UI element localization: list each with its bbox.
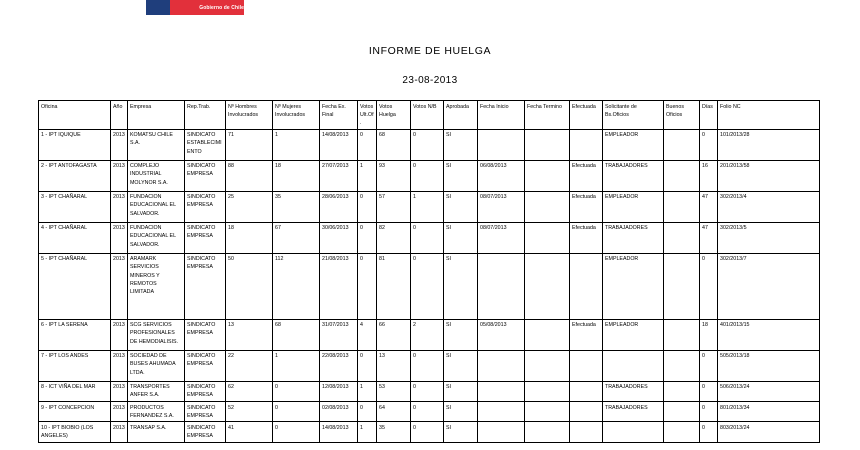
- table-cell: SI: [444, 253, 478, 319]
- table-cell: [570, 381, 603, 401]
- table-cell: 28/06/2013: [320, 191, 358, 222]
- table-cell: PRODUCTOS FERNANDEZ S.A.: [128, 402, 185, 422]
- table-cell: 2: [411, 319, 444, 350]
- table-cell: 82: [377, 222, 411, 253]
- column-header: Días: [700, 101, 718, 130]
- table-cell: 1: [273, 350, 320, 381]
- table-cell: 68: [273, 319, 320, 350]
- table-cell: [525, 350, 570, 381]
- table-cell: 0: [358, 129, 377, 160]
- column-header: Nº Mujeres Involucrados: [273, 101, 320, 130]
- table-cell: 112: [273, 253, 320, 319]
- table-cell: 0: [411, 253, 444, 319]
- table-row: [39, 191, 820, 222]
- table-cell: 08/07/2013: [478, 191, 525, 222]
- table-cell: 2013: [111, 350, 128, 381]
- table-cell: 35: [273, 191, 320, 222]
- logo-text: Gobierno de Chile: [199, 5, 244, 11]
- table-cell: 4 - IPT CHAÑARAL: [39, 222, 111, 253]
- table-cell: TRABAJADORES: [603, 160, 664, 191]
- table-cell: [478, 402, 525, 422]
- column-header: Buenos Oficios: [664, 101, 700, 130]
- table-cell: 1: [358, 381, 377, 401]
- table-row: [39, 319, 820, 350]
- table-cell: SINDICATO ESTABLECIMIENTO: [185, 129, 226, 160]
- table-cell: SI: [444, 402, 478, 422]
- table-cell: 506/2013/24: [718, 381, 820, 401]
- table-cell: 1 - IPT IQUIQUE: [39, 129, 111, 160]
- table-cell: SINDICATO EMPRESA: [185, 253, 226, 319]
- table-cell: [525, 319, 570, 350]
- table-cell: 06/08/2013: [478, 160, 525, 191]
- table-cell: 2013: [111, 402, 128, 422]
- table-cell: 0: [358, 222, 377, 253]
- table-cell: [570, 422, 603, 442]
- table-cell: 0: [700, 350, 718, 381]
- table-cell: 22: [226, 350, 273, 381]
- table-cell: 0: [700, 422, 718, 442]
- table-cell: [664, 222, 700, 253]
- table-cell: SINDICATO EMPRESA: [185, 402, 226, 422]
- table-cell: 88: [226, 160, 273, 191]
- table-cell: EMPLEADOR: [603, 253, 664, 319]
- table-cell: [603, 422, 664, 442]
- table-cell: 0: [700, 402, 718, 422]
- table-cell: 13: [377, 350, 411, 381]
- table-cell: EMPLEADOR: [603, 191, 664, 222]
- table-cell: TRABAJADORES: [603, 402, 664, 422]
- table-row: [39, 422, 820, 442]
- report-title: INFORME DE HUELGA: [368, 45, 492, 57]
- table-cell: 0: [411, 350, 444, 381]
- table-cell: [664, 191, 700, 222]
- table-cell: Efectuada: [570, 319, 603, 350]
- table-cell: 12/08/2013: [320, 381, 358, 401]
- table-cell: 0: [358, 191, 377, 222]
- table-cell: 08/07/2013: [478, 222, 525, 253]
- table-cell: [478, 350, 525, 381]
- table-cell: 68: [377, 129, 411, 160]
- table-cell: TRANSPORTES ANFER S.A.: [128, 381, 185, 401]
- table-cell: [525, 191, 570, 222]
- table-cell: [478, 253, 525, 319]
- table-cell: 803/2013/24: [718, 422, 820, 442]
- table-cell: [664, 350, 700, 381]
- table-cell: SINDICATO EMPRESA: [185, 191, 226, 222]
- column-header: Aprobada: [444, 101, 478, 130]
- table-cell: 401/2013/15: [718, 319, 820, 350]
- table-cell: 71: [226, 129, 273, 160]
- table-cell: 02/08/2013: [320, 402, 358, 422]
- table-cell: 0: [411, 422, 444, 442]
- table-cell: Efectuada: [570, 191, 603, 222]
- table-cell: 6 - IPT LA SERENA: [39, 319, 111, 350]
- table-cell: 201/2013/58: [718, 160, 820, 191]
- table-cell: 302/2013/4: [718, 191, 820, 222]
- table-cell: 0: [411, 381, 444, 401]
- table-cell: [570, 253, 603, 319]
- table-row: [39, 350, 820, 381]
- table-cell: 7 - IPT LOS ANDES: [39, 350, 111, 381]
- table-row: [39, 222, 820, 253]
- table-cell: [525, 253, 570, 319]
- table-cell: [478, 129, 525, 160]
- table-cell: 47: [700, 191, 718, 222]
- table-cell: [570, 350, 603, 381]
- table-cell: [664, 381, 700, 401]
- table-cell: [525, 160, 570, 191]
- table-row: [39, 402, 820, 422]
- table-cell: 4: [358, 319, 377, 350]
- table-cell: 2013: [111, 222, 128, 253]
- table-cell: 2013: [111, 253, 128, 319]
- column-header: Folio NC: [718, 101, 820, 130]
- table-cell: 0: [700, 253, 718, 319]
- table-cell: 1: [358, 160, 377, 191]
- table-cell: 10 - IPT BIOBIO (LOS ANGELES): [39, 422, 111, 442]
- table-row: [39, 381, 820, 401]
- column-header: Fecha Inicio: [478, 101, 525, 130]
- column-header: Votos N/B: [411, 101, 444, 130]
- table-cell: [664, 253, 700, 319]
- table-cell: EMPLEADOR: [603, 319, 664, 350]
- column-header: Votos Ult.Of.: [358, 101, 377, 130]
- column-header: Solicitante de Bs.Oficios: [603, 101, 664, 130]
- table-cell: [570, 129, 603, 160]
- table-cell: 62: [226, 381, 273, 401]
- table-cell: SI: [444, 222, 478, 253]
- table-cell: 1: [411, 191, 444, 222]
- table-cell: ARAMARK SERVICIOS MINEROS Y REMOTOS LIMITADA: [128, 253, 185, 319]
- table-cell: 27/07/2013: [320, 160, 358, 191]
- table-cell: [478, 381, 525, 401]
- table-cell: SI: [444, 319, 478, 350]
- table-cell: Efectuada: [570, 222, 603, 253]
- table-cell: 2013: [111, 319, 128, 350]
- table-cell: 2013: [111, 129, 128, 160]
- table-cell: SI: [444, 160, 478, 191]
- table-cell: 2013: [111, 381, 128, 401]
- table-cell: [603, 350, 664, 381]
- table-cell: 0: [358, 402, 377, 422]
- table-cell: [664, 319, 700, 350]
- table-cell: FUNDACION EDUCACIONAL EL SALVADOR.: [128, 222, 185, 253]
- table-header-row: [39, 101, 820, 130]
- table-cell: 52: [226, 402, 273, 422]
- table-cell: TRABAJADORES: [603, 222, 664, 253]
- table-cell: 0: [411, 160, 444, 191]
- table-row: [39, 160, 820, 191]
- table-cell: 0: [358, 350, 377, 381]
- table-cell: [525, 381, 570, 401]
- table-cell: 14/08/2013: [320, 129, 358, 160]
- table-cell: 16: [700, 160, 718, 191]
- table-cell: [664, 422, 700, 442]
- table-cell: 2013: [111, 160, 128, 191]
- table-cell: [478, 422, 525, 442]
- table-cell: 41: [226, 422, 273, 442]
- table-cell: 18: [700, 319, 718, 350]
- table-cell: [525, 402, 570, 422]
- table-cell: 18: [226, 222, 273, 253]
- table-cell: 18: [273, 160, 320, 191]
- table-cell: SINDICATO EMPRESA: [185, 381, 226, 401]
- column-header: Oficina: [39, 101, 111, 130]
- table-cell: 50: [226, 253, 273, 319]
- table-cell: TRABAJADORES: [603, 381, 664, 401]
- table-row: [39, 129, 820, 160]
- table-cell: FUNDACION EDUCACIONAL EL SALVADOR.: [128, 191, 185, 222]
- table-cell: 67: [273, 222, 320, 253]
- column-header: Empresa: [128, 101, 185, 130]
- table-cell: 05/08/2013: [478, 319, 525, 350]
- table-cell: 3 - IPT CHAÑARAL: [39, 191, 111, 222]
- table-row: [39, 253, 820, 319]
- table-cell: 31/07/2013: [320, 319, 358, 350]
- report-date: 23-08-2013: [402, 75, 458, 86]
- table-cell: SINDICATO EMPRESA: [185, 422, 226, 442]
- table-cell: COMPLEJO INDUSTRIAL MOLYNOR S.A.: [128, 160, 185, 191]
- table-cell: [525, 222, 570, 253]
- table-cell: SI: [444, 422, 478, 442]
- table-cell: SI: [444, 129, 478, 160]
- table-cell: 47: [700, 222, 718, 253]
- table-cell: 66: [377, 319, 411, 350]
- table-cell: 0: [358, 253, 377, 319]
- table-cell: 505/2013/18: [718, 350, 820, 381]
- table-cell: SCG SERVICIOS PROFESIONALES DE HEMODIALISIS.: [128, 319, 185, 350]
- column-header: Fecha Termino: [525, 101, 570, 130]
- table-cell: 1: [358, 422, 377, 442]
- table-cell: 64: [377, 402, 411, 422]
- table-cell: EMPLEADOR: [603, 129, 664, 160]
- column-header: Año: [111, 101, 128, 130]
- table-cell: SI: [444, 381, 478, 401]
- table-cell: 9 - IPT CONCEPCION: [39, 402, 111, 422]
- table-cell: 25: [226, 191, 273, 222]
- table-cell: SINDICATO EMPRESA: [185, 350, 226, 381]
- table-cell: [525, 422, 570, 442]
- table-cell: 93: [377, 160, 411, 191]
- table-cell: 0: [700, 381, 718, 401]
- table-cell: 1: [273, 129, 320, 160]
- table-cell: KOMATSU CHILE S.A.: [128, 129, 185, 160]
- table-cell: 2013: [111, 422, 128, 442]
- table-cell: 22/08/2013: [320, 350, 358, 381]
- table-cell: [664, 160, 700, 191]
- table-cell: TRANSAP S.A.: [128, 422, 185, 442]
- table-cell: SOCIEDAD DE BUSES AHUMADA LTDA.: [128, 350, 185, 381]
- table-cell: 0: [411, 222, 444, 253]
- strike-report-table: [38, 100, 820, 443]
- table-cell: 0: [273, 381, 320, 401]
- table-cell: 302/2013/7: [718, 253, 820, 319]
- table-cell: [664, 402, 700, 422]
- table-cell: 5 - IPT CHAÑARAL: [39, 253, 111, 319]
- table-cell: 302/2013/5: [718, 222, 820, 253]
- column-header: Nº Hombres Involucrados: [226, 101, 273, 130]
- gobierno-logo: [146, 0, 244, 15]
- table-cell: 13: [226, 319, 273, 350]
- table-cell: 57: [377, 191, 411, 222]
- table-cell: [570, 402, 603, 422]
- table-cell: 30/06/2013: [320, 222, 358, 253]
- table-cell: 81: [377, 253, 411, 319]
- column-header: Efectuada: [570, 101, 603, 130]
- table-cell: 53: [377, 381, 411, 401]
- table-cell: 35: [377, 422, 411, 442]
- table-cell: SINDICATO EMPRESA: [185, 222, 226, 253]
- table-cell: SINDICATO EMPRESA: [185, 319, 226, 350]
- table-cell: [525, 129, 570, 160]
- table-cell: 14/08/2013: [320, 422, 358, 442]
- table-cell: 801/2013/34: [718, 402, 820, 422]
- table-cell: [664, 129, 700, 160]
- table-cell: 101/2013/28: [718, 129, 820, 160]
- table-cell: 0: [411, 402, 444, 422]
- table-cell: 8 - ICT VIÑA DEL MAR: [39, 381, 111, 401]
- table-cell: 2013: [111, 191, 128, 222]
- table-cell: Efectuada: [570, 160, 603, 191]
- table-cell: 0: [411, 129, 444, 160]
- table-cell: 0: [700, 129, 718, 160]
- column-header: Rep.Trab.: [185, 101, 226, 130]
- table-cell: SINDICATO EMPRESA: [185, 160, 226, 191]
- column-header: Votos Huelga: [377, 101, 411, 130]
- table-cell: 0: [273, 402, 320, 422]
- table-cell: SI: [444, 350, 478, 381]
- table-cell: 21/08/2013: [320, 253, 358, 319]
- table-cell: SI: [444, 191, 478, 222]
- table-cell: 2 - IPT ANTOFAGASTA: [39, 160, 111, 191]
- column-header: Fecha Ex. Final: [320, 101, 358, 130]
- table-cell: 0: [273, 422, 320, 442]
- table-body: [39, 129, 820, 442]
